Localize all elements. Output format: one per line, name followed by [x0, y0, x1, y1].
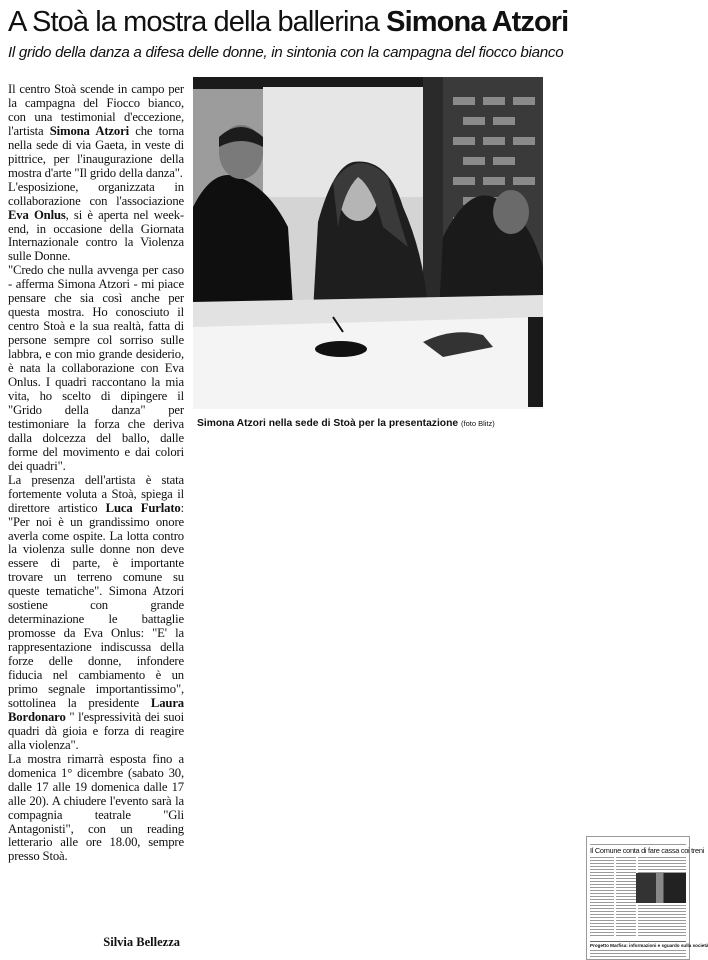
headline-regular: A Stoà la mostra della ballerina	[8, 6, 387, 38]
paragraph-intro	[8, 83, 184, 181]
article-body	[8, 83, 184, 864]
paragraph-exhibition	[8, 181, 184, 265]
text-run: " l'espressività dei suoi quadri dà gioia e forza di reagire alla violenza".	[8, 709, 184, 752]
article-photo	[193, 77, 543, 409]
thumbnail-headline: Il Comune conta di fare cassa coi treni	[590, 846, 705, 855]
thumbnail-second-headline: Progetto Marfisa: informazioni e sguardo sulla società	[590, 943, 708, 948]
paragraph-director	[8, 474, 184, 753]
thumbnail-masthead-rule	[590, 840, 686, 845]
article-subheadline: Il grido della danza a difesa delle donne, in sintonia con la campagna del fiocco bianco	[8, 44, 564, 61]
thumbnail-text-columns-bottom	[590, 950, 686, 960]
text-run: Il centro Stoà scende in campo per la campagna del Fiocco bianco, con una testimonial d'eccezione, l'artista	[8, 82, 184, 138]
text-run: La presenza dell'artista è stata fortemente voluta a Stoà, spiega il direttore artistico	[8, 472, 184, 515]
thumbnail-divider	[590, 941, 686, 942]
paragraph-dates: La mostra rimarrà esposta fino a domenica 1° dicembre (sabato 30, dalle 17 alle 19 domenica dalle 17 alle 20). A chiudere l'evento sarà la compagnia teatrale "Gli Antagonisti", con un reading letterario alle ore 18.00, sempre presso Stoà.	[8, 751, 184, 864]
thumbnail-column-gap	[614, 857, 616, 937]
thumbnail-photo	[636, 873, 686, 903]
text-run: L'esposizione, organizzata in collaborazione con l'associazione	[8, 179, 184, 208]
text-run: : "Per noi è un grandissimo onore averla come ospite. La lotta contro la violenza sulle donne non deve essere di parte, è importante trovare un terreno comune su queste tematiche". Simona Atzori sostiene con grande determinazione le battaglie promosse da Eva Onlus: "E' la rappresentazione indiscussa della forze delle donne, infondere fiducia nel cambiamento è un primo segnale importantissimo", sottolinea la presidente	[8, 500, 184, 710]
bold-name: Luca Furlato	[105, 500, 181, 515]
photo-credit: (foto Blitz)	[461, 419, 495, 428]
text-run: , si è aperta nel week-end, in occasione della Giornata Internazionale contro la Violenza sulle Donne.	[8, 207, 184, 264]
photo-image	[193, 77, 543, 409]
bold-name: Eva Onlus	[8, 207, 66, 222]
article-headline	[8, 4, 692, 40]
paragraph-quote: "Credo che nulla avvenga per caso - afferma Simona Atzori - mi piace pensare che sia così anche per questa mostra. Ho conosciuto il centro Stoà e la sua realtà, fatta di persone sempre col sorriso sulle labbra, e con mio grande desiderio, è nata la collaborazione con Eva Onlus. I quadri raccontano la mia vita, ho scelto di dipingere il "Grido della danza" per testimoniare la forza che deriva dalla dolcezza del ballo, dalle forme del movimento e dai colori dei quadri".	[8, 263, 184, 473]
text-run: che torna nella sede di via Gaeta, in veste di pittrice, per l'inaugurazione della mostra d'arte "Il grido della danza".	[8, 123, 184, 180]
author-signature: Silvia Bellezza	[103, 935, 180, 949]
caption-text: Simona Atzori nella sede di Stoà per la presentazione	[197, 418, 459, 429]
bold-name: Simona Atzori	[49, 123, 129, 138]
bold-name: Laura Bordonaro	[8, 695, 184, 724]
page-thumbnail	[586, 836, 708, 960]
photo-caption	[197, 418, 557, 429]
headline-bold-name: Simona Atzori	[386, 6, 569, 38]
